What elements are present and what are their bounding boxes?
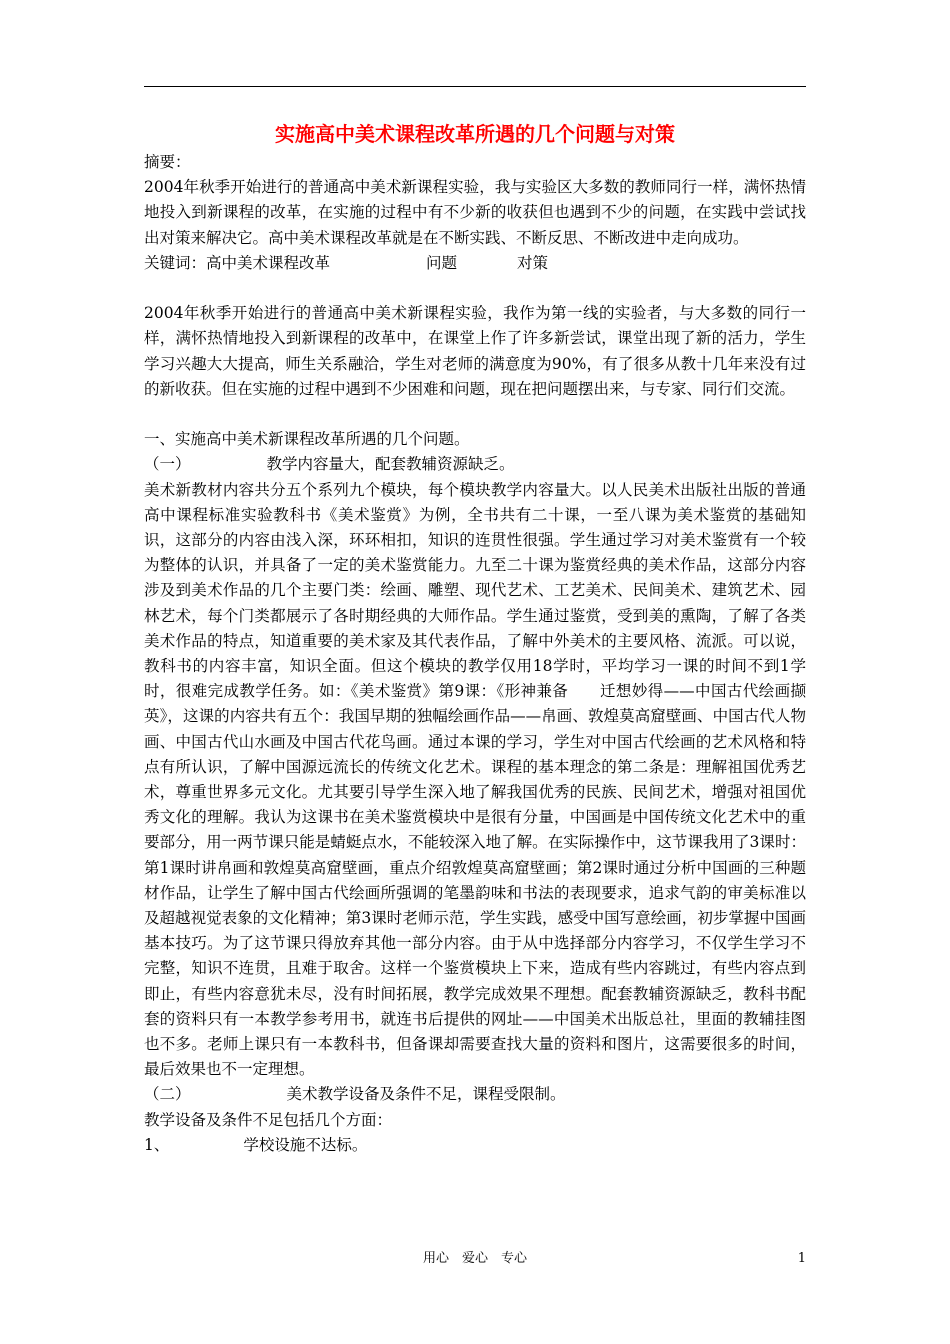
subsection-1-body: 美术新教材内容共分五个系列九个模块，每个模块教学内容量大。以人民美术出版社出版的普通高中课程标准实验教科书《美术鉴赏》为例，全书共有二十课，一至八课为美术鉴赏的基础知识，这部分的内容由浅入深，环环相扣，知识的连贯性很强。学生通过学习对美术鉴赏有一个较为整体的认识，并具备了一定的美术鉴赏能力。九至二十课为鉴赏经典的美术作品，这部分内容涉及到美术作品的几个主要门类：绘画、雕塑、现代艺术、工艺美术、民间美术、建筑艺术、园林艺术，每个门类都展示了各时期经典的大师作品。学生通过鉴赏，受到美的熏陶，了解了各类美术作品的特点，知道重要的美术家及其代表作品，了解中外美术的主要风格、流派。可以说，教科书的内容丰富，知识全面。但这个模块的教学仅用18学时，平均学习一课的时间不到1学时，很难完成教学任务。如：《美术鉴赏》第9课：《形神兼备 迁想妙得——中国古代绘画撷英》，这课的内容共有五个：我国早期的独幅绘画作品——帛画、敦煌莫高窟壁画、中国古代人物画、中国古代山水画及中国古代花鸟画。通过本课的学习，学生对中国古代绘画的艺术风格和特点有所认识，了解中国源远流长的传统文化艺术。课程的基本理念的第二条是：理解祖国优秀艺术，尊重世界多元文化。尤其要引导学生深入地了解我国优秀的民族、民间艺术，增强对祖国优秀文化的理解。我认为这课书在美术鉴赏模块中是很有分量，中国画是中国传统文化艺术中的重要部分，用一两节课只能是蜻蜓点水，不能较深入地了解。在实际操作中，这节课我用了3课时：第1课时讲帛画和敦煌莫高窟壁画，重点介绍敦煌莫高窟壁画；第2课时通过分析中国画的三种题材作品，让学生了解中国古代绘画所强调的笔墨韵味和书法的表现要求，追求气韵的审美标准以及超越视觉表象的文化精神；第3课时老师示范，学生实践，感受中国写意绘画，初步掌握中国画基本技巧。为了这节课只得放弃其他一部分内容。由于从中选择部分内容学习，不仅学生学习不完整，知识不连贯，且难于取舍。这样一个鉴赏模块上下来，造成有些内容跳过，有些内容点到即止，有些内容意犹未尽，没有时间拓展，教学完成效果不理想。配套教辅资源缺乏，教科书配套的资料只有一本教学参考用书，就连书后提供的网址——中国美术出版总社，里面的教辅挂图也不多。老师上课只有一本教科书，但备课却需要查找大量的资料和图片，这需要很多的时间，最后效果也不一定理想。 bbox=[144, 480, 806, 1079]
abstract-label: 摘要： bbox=[144, 153, 191, 171]
intro-paragraph: 2004年秋季开始进行的普通高中美术新课程实验，我作为第一线的实验者，与大多数的同行一样，满怀热情地投入到新课程的改革中，在课堂上作了许多新尝试，课堂出现了新的活力，学生学习兴趣大大提高，师生关系融洽，学生对老师的满意度为90%，有了很多从教十几年来没有过的新收获。但在实施的过程中遇到不少困难和问题，现在把问题摆出来，与专家、同行们交流。 bbox=[144, 304, 806, 398]
subsection-2-title: 美术教学设备及条件不足，课程受限制。 bbox=[286, 1085, 566, 1104]
subsection-1-title: 教学内容量大，配套教辅资源缺乏。 bbox=[266, 455, 515, 474]
document-title: 实施高中美术课程改革所遇的几个问题与对策 bbox=[275, 122, 675, 146]
list-item-1-text: 学校设施不达标。 bbox=[243, 1135, 368, 1154]
subsection-1-number: （一） bbox=[144, 455, 191, 474]
keywords-label: 关键词： bbox=[144, 253, 207, 272]
subsection-2-heading bbox=[144, 1082, 806, 1107]
header-rule bbox=[144, 86, 806, 87]
keyword-3: 对策 bbox=[517, 253, 549, 272]
abstract-text: 2004年秋季开始进行的普通高中美术新课程实验，我与实验区大多数的教师同行一样，满怀热情地投入到新课程的改革，在实施的过程中有不少新的收获但也遇到不少的问题，在实践中尝试找出对策来解决它。高中美术课程改革就是在不断实践、不断反思、不断改进中走向成功。 bbox=[144, 178, 806, 247]
footer-motto: 用心 爱心 专心 bbox=[422, 1251, 527, 1266]
list-item-1-number: 1、 bbox=[144, 1135, 170, 1154]
subsection-1-heading bbox=[144, 452, 806, 477]
subsection-2-intro: 教学设备及条件不足包括几个方面： bbox=[144, 1110, 393, 1129]
keywords-line bbox=[144, 251, 806, 276]
keyword-2: 问题 bbox=[426, 253, 458, 272]
subsection-2-number: （二） bbox=[144, 1085, 191, 1104]
document-body bbox=[144, 150, 806, 1158]
keyword-1: 高中美术课程改革 bbox=[206, 253, 331, 272]
page-number: 1 bbox=[797, 1251, 806, 1266]
list-item-1 bbox=[144, 1133, 806, 1158]
section-1-heading: 一、实施高中美术新课程改革所遇的几个问题。 bbox=[144, 430, 470, 449]
